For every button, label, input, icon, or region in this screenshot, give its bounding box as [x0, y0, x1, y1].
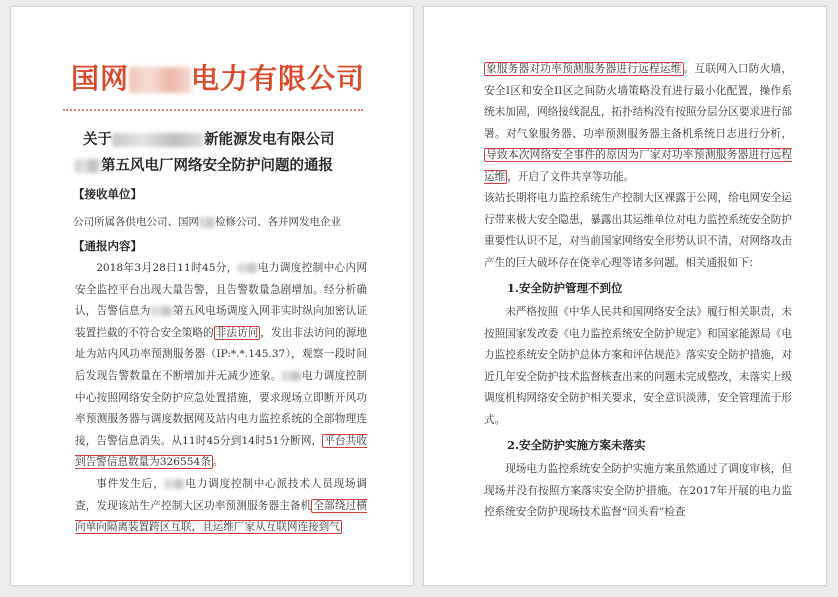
- paragraph: 2018年3月28日11时45分， 电力调度控制中心内网安全监控平台出现大量告警，且告警数量急剧增加。经分析确认，告警信息为 第五风电场调度入网非实时纵向加密认证装置拦截的不符合安全策略的 非法访问 ，发出非法访问的源地址为站内风功率预测服务器（IP:*.*.145.37），观察一段时间后发现告警数量在不断增加并无减少迹象。 电力调度控制中心按照网络安全防护应急处置措施，要求现场立即断开风功率预测服务器与调度数据网及站内电力监控系统的全部物理连接，告警信息消失。从11时45分到14时51分断网， 平台共收到告警信息数量为326554条 。: [75, 262, 368, 469]
- document-title: 关于 新能源发电有限公司 第五风电厂网络安全防护问题的通报: [69, 127, 369, 179]
- notice-body: [75, 258, 367, 539]
- section-heading-1: 1.安全防护管理不到位: [507, 281, 623, 295]
- paragraph: 象服务器对功率预测服务器进行远程运维 。互联网入口防火墙，安全I区和安全II区之间防火墙策略没有进行最小化配置，操作系统未加固，网络接线混乱，拓扑结构没有按照分层分区要求进行部署。对气象服务器、功率预测服务器主备机系统日志进行分析，导致本次网络安全事件的原因为厂家对功率预测服务器进行远程运维 ，开启了文件共享等功能。: [484, 63, 793, 183]
- highlight-remote-maintenance: 象服务器对功率预测服务器进行远程运维: [486, 63, 682, 75]
- redacted-name: [75, 159, 101, 173]
- highlight-illegal-access: 非法访问: [215, 326, 259, 339]
- redacted-name: [282, 371, 302, 381]
- brand-suffix: 电力有限公司: [191, 62, 366, 95]
- paragraph: 事件发生后， 电力调度控制中心派技术人员现场调查，发现该站生产控制大区功率预测服务器主备机 全部绕过横向单向隔离装置跨区互联，且运维厂家从互联网连接到气: [75, 477, 368, 534]
- brand-prefix: 国网: [71, 62, 130, 95]
- section-heading-2: 2.安全防护实施方案未落实: [507, 438, 646, 452]
- title-line2: 第五风电厂网络安全防护问题的通报: [101, 157, 333, 174]
- document-page-right: [423, 6, 827, 586]
- paragraph: 该站长期将电力监控系统生产控制大区裸露于公网，给电网安全运行带来极大安全隐患，暴露出其运维单位对电力监控系统安全防护重要性认识不足，对当前国家网络安全形势认识不清，对网络攻击产生的巨大破坏存在侥幸心理等诸多问题。相关通报如下：: [484, 192, 792, 269]
- paragraph: 现场电力监控系统安全防护实施方案虽然通过了调度审核，但现场并没有按照方案落实安全防护措施。在2017年开展的电力监控系统安全防护现场技术监督“回头看”检查: [484, 463, 792, 518]
- highlight-bypass: 全部绕过横向单向隔离装置跨区互联，且运维厂家从互联网连接到气: [75, 499, 368, 534]
- redacted-name: [238, 263, 258, 273]
- redacted-name: [129, 67, 191, 93]
- paragraph: 未严格按照《中华人民共和国网络安全法》履行相关职责，未按照国家发改委《电力监控系统安全防护规定》和国家能源局《电力监控系统安全防护总体方案和评估规范》落实安全防护措施，对近几年安全防护技术监督核查出来的问题未完成整改，未落实上级调度机构网络安全防护相关要求，安全意识淡薄，安全管理流于形式。: [484, 306, 792, 426]
- redacted-name: [151, 306, 173, 316]
- redacted-name: [165, 479, 185, 489]
- recipients-heading: 【接收单位】: [73, 187, 142, 201]
- title-divider: [63, 109, 363, 111]
- document-page-left: [10, 6, 414, 586]
- redacted-name: [112, 133, 204, 147]
- highlight-root-cause: 导致本次网络安全事件的原因为厂家对功率预测服务器进行远程运维: [484, 149, 792, 183]
- company-brand-title: [71, 57, 365, 97]
- notice-body-continued: [484, 59, 792, 524]
- highlight-alarm-count: 平台共收到告警信息数量为326554条: [75, 434, 368, 469]
- redacted-name: [199, 217, 215, 228]
- title-line1: 新能源发电有限公司: [204, 131, 335, 148]
- recipients-text: 公司所属各供电公司、国网 检修公司、各并网发电企业: [73, 216, 341, 228]
- content-heading: 【通报内容】: [73, 239, 142, 253]
